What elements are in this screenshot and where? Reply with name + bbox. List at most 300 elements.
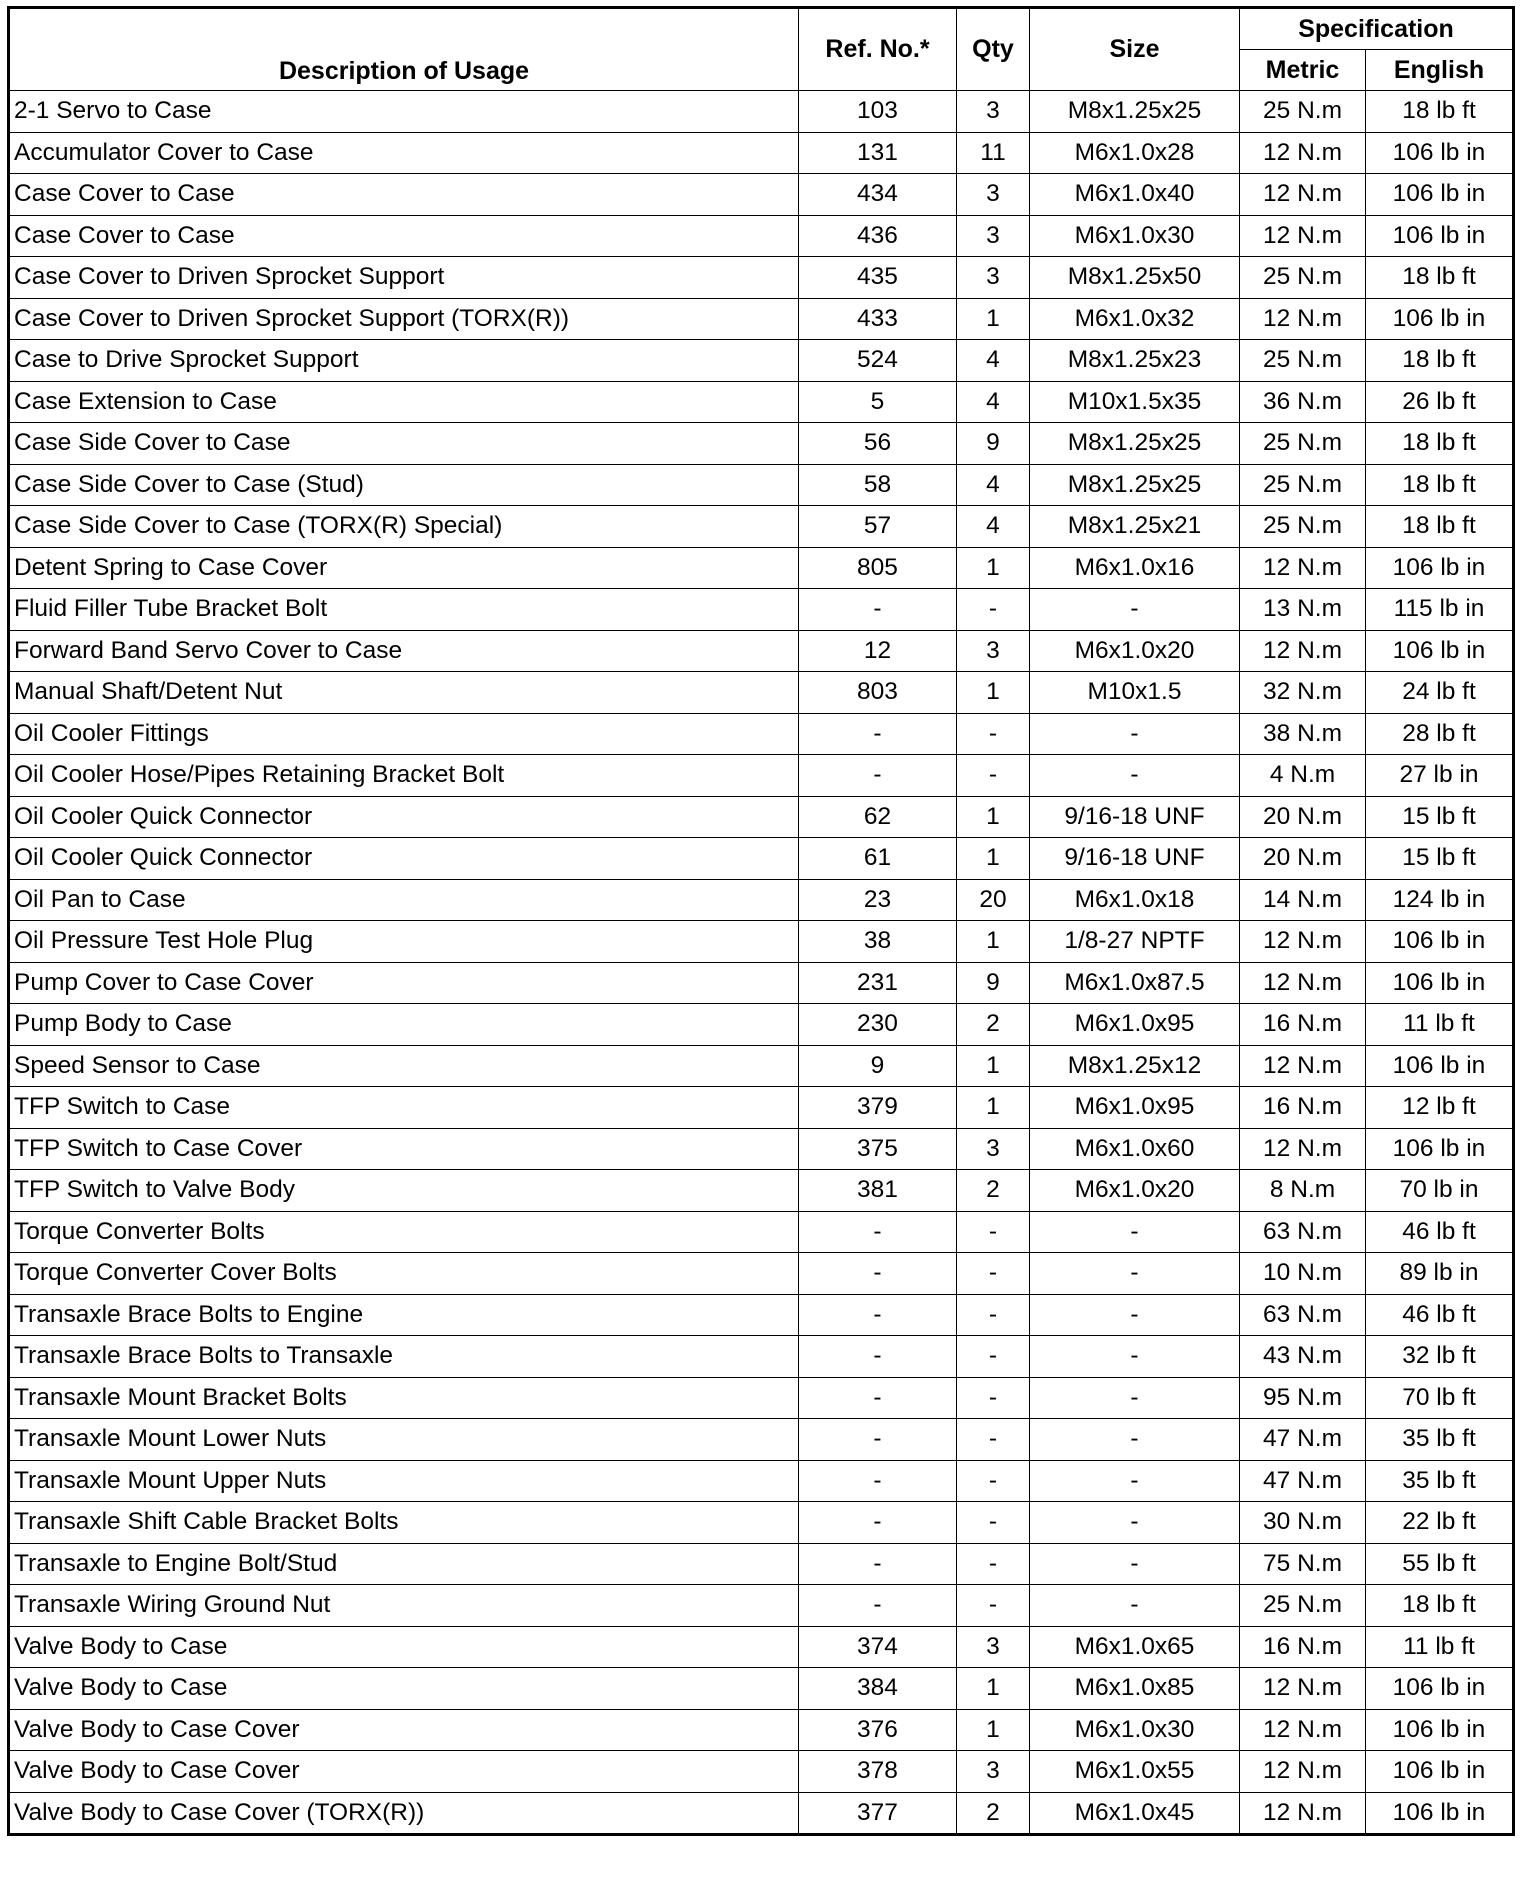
english-cell: 35 lb ft	[1366, 1460, 1514, 1502]
table-row	[9, 132, 1514, 174]
table-row	[9, 1792, 1514, 1835]
table-row	[9, 340, 1514, 382]
metric-cell: 12 N.m	[1240, 630, 1366, 672]
english-cell: 124 lb in	[1366, 879, 1514, 921]
description-cell: Oil Pan to Case	[9, 879, 799, 921]
ref-no-cell: 57	[799, 506, 957, 548]
qty-cell: -	[957, 1253, 1030, 1295]
table-row	[9, 1211, 1514, 1253]
description-cell: Valve Body to Case Cover	[9, 1751, 799, 1793]
ref-no-cell: 376	[799, 1709, 957, 1751]
ref-no-cell: -	[799, 755, 957, 797]
ref-no-cell: 803	[799, 672, 957, 714]
description-cell: Case Extension to Case	[9, 381, 799, 423]
table-row	[9, 506, 1514, 548]
english-cell: 24 lb ft	[1366, 672, 1514, 714]
metric-cell: 25 N.m	[1240, 1585, 1366, 1627]
description-cell: Case to Drive Sprocket Support	[9, 340, 799, 382]
ref-no-cell: 61	[799, 838, 957, 880]
description-cell: Detent Spring to Case Cover	[9, 547, 799, 589]
ref-no-cell: 434	[799, 174, 957, 216]
ref-no-cell: 5	[799, 381, 957, 423]
description-cell: Oil Pressure Test Hole Plug	[9, 921, 799, 963]
english-header: English	[1366, 50, 1514, 91]
qty-cell: 4	[957, 506, 1030, 548]
fastener-spec-table	[7, 6, 1515, 1836]
metric-cell: 8 N.m	[1240, 1170, 1366, 1212]
size-cell: M8x1.25x21	[1030, 506, 1240, 548]
description-cell: Case Cover to Case	[9, 174, 799, 216]
description-cell: Transaxle to Engine Bolt/Stud	[9, 1543, 799, 1585]
english-cell: 106 lb in	[1366, 1751, 1514, 1793]
size-cell: M8x1.25x50	[1030, 257, 1240, 299]
qty-cell: -	[957, 1460, 1030, 1502]
ref-no-cell: 230	[799, 1004, 957, 1046]
english-cell: 35 lb ft	[1366, 1419, 1514, 1461]
description-cell: Accumulator Cover to Case	[9, 132, 799, 174]
metric-header: Metric	[1240, 50, 1366, 91]
ref-no-cell: -	[799, 1419, 957, 1461]
table-header	[9, 8, 1514, 91]
english-cell: 26 lb ft	[1366, 381, 1514, 423]
table-row	[9, 298, 1514, 340]
qty-cell: 9	[957, 423, 1030, 465]
metric-cell: 25 N.m	[1240, 464, 1366, 506]
english-cell: 28 lb ft	[1366, 713, 1514, 755]
english-cell: 115 lb in	[1366, 589, 1514, 631]
size-cell: M6x1.0x45	[1030, 1792, 1240, 1835]
english-cell: 15 lb ft	[1366, 838, 1514, 880]
description-cell: Pump Cover to Case Cover	[9, 962, 799, 1004]
description-cell: Transaxle Shift Cable Bracket Bolts	[9, 1502, 799, 1544]
description-cell: Oil Cooler Quick Connector	[9, 796, 799, 838]
metric-cell: 43 N.m	[1240, 1336, 1366, 1378]
english-cell: 18 lb ft	[1366, 423, 1514, 465]
ref-no-cell: 62	[799, 796, 957, 838]
metric-cell: 47 N.m	[1240, 1460, 1366, 1502]
ref-no-cell: 378	[799, 1751, 957, 1793]
english-cell: 32 lb ft	[1366, 1336, 1514, 1378]
ref-no-cell: 375	[799, 1128, 957, 1170]
size-cell: -	[1030, 1377, 1240, 1419]
description-cell: Case Side Cover to Case (TORX(R) Special)	[9, 506, 799, 548]
metric-cell: 12 N.m	[1240, 174, 1366, 216]
description-cell: Torque Converter Bolts	[9, 1211, 799, 1253]
table-row	[9, 1253, 1514, 1295]
size-cell: 9/16-18 UNF	[1030, 796, 1240, 838]
specification-header: Specification	[1240, 8, 1514, 50]
header-row	[9, 8, 1514, 50]
description-cell: Torque Converter Cover Bolts	[9, 1253, 799, 1295]
qty-cell: 1	[957, 1087, 1030, 1129]
size-cell: M6x1.0x60	[1030, 1128, 1240, 1170]
description-cell: Transaxle Brace Bolts to Engine	[9, 1294, 799, 1336]
ref-no-header: Ref. No.*	[799, 8, 957, 91]
ref-no-cell: 103	[799, 91, 957, 133]
ref-no-cell: 12	[799, 630, 957, 672]
table-row	[9, 174, 1514, 216]
qty-cell: -	[957, 1294, 1030, 1336]
size-cell: M6x1.0x20	[1030, 1170, 1240, 1212]
size-cell: M6x1.0x85	[1030, 1668, 1240, 1710]
metric-cell: 12 N.m	[1240, 1128, 1366, 1170]
ref-no-cell: 381	[799, 1170, 957, 1212]
table-row	[9, 796, 1514, 838]
qty-cell: 2	[957, 1004, 1030, 1046]
table-row	[9, 879, 1514, 921]
table-row	[9, 589, 1514, 631]
ref-no-cell: 58	[799, 464, 957, 506]
qty-cell: -	[957, 713, 1030, 755]
english-cell: 22 lb ft	[1366, 1502, 1514, 1544]
table-row	[9, 464, 1514, 506]
description-cell: Oil Cooler Hose/Pipes Retaining Bracket Bolt	[9, 755, 799, 797]
english-cell: 46 lb ft	[1366, 1211, 1514, 1253]
table-row	[9, 1460, 1514, 1502]
description-cell: Transaxle Wiring Ground Nut	[9, 1585, 799, 1627]
metric-cell: 12 N.m	[1240, 962, 1366, 1004]
size-cell: M6x1.0x30	[1030, 1709, 1240, 1751]
size-cell: M6x1.0x87.5	[1030, 962, 1240, 1004]
description-cell: Valve Body to Case Cover (TORX(R))	[9, 1792, 799, 1835]
table-row	[9, 921, 1514, 963]
metric-cell: 25 N.m	[1240, 257, 1366, 299]
english-cell: 106 lb in	[1366, 630, 1514, 672]
qty-cell: -	[957, 1502, 1030, 1544]
table-row	[9, 1751, 1514, 1793]
table-row	[9, 1502, 1514, 1544]
ref-no-cell: -	[799, 1502, 957, 1544]
english-cell: 106 lb in	[1366, 962, 1514, 1004]
metric-cell: 38 N.m	[1240, 713, 1366, 755]
description-cell: Case Cover to Driven Sprocket Support (TORX(R))	[9, 298, 799, 340]
qty-cell: -	[957, 1377, 1030, 1419]
qty-cell: 3	[957, 91, 1030, 133]
english-cell: 12 lb ft	[1366, 1087, 1514, 1129]
metric-cell: 75 N.m	[1240, 1543, 1366, 1585]
qty-cell: 3	[957, 215, 1030, 257]
table-row	[9, 1087, 1514, 1129]
english-cell: 18 lb ft	[1366, 340, 1514, 382]
english-cell: 18 lb ft	[1366, 91, 1514, 133]
table-row	[9, 1336, 1514, 1378]
metric-cell: 63 N.m	[1240, 1294, 1366, 1336]
english-cell: 18 lb ft	[1366, 464, 1514, 506]
metric-cell: 30 N.m	[1240, 1502, 1366, 1544]
table-row	[9, 381, 1514, 423]
size-cell: M10x1.5	[1030, 672, 1240, 714]
english-cell: 11 lb ft	[1366, 1626, 1514, 1668]
qty-cell: 2	[957, 1792, 1030, 1835]
qty-cell: 3	[957, 174, 1030, 216]
metric-cell: 20 N.m	[1240, 796, 1366, 838]
metric-cell: 25 N.m	[1240, 340, 1366, 382]
description-cell: TFP Switch to Case Cover	[9, 1128, 799, 1170]
metric-cell: 12 N.m	[1240, 1751, 1366, 1793]
size-cell: -	[1030, 713, 1240, 755]
size-cell: M6x1.0x16	[1030, 547, 1240, 589]
size-cell: -	[1030, 589, 1240, 631]
qty-cell: 1	[957, 1709, 1030, 1751]
description-cell: Manual Shaft/Detent Nut	[9, 672, 799, 714]
metric-cell: 12 N.m	[1240, 1709, 1366, 1751]
ref-no-cell: 56	[799, 423, 957, 465]
english-cell: 15 lb ft	[1366, 796, 1514, 838]
qty-cell: 2	[957, 1170, 1030, 1212]
size-cell: M8x1.25x12	[1030, 1045, 1240, 1087]
size-cell: M6x1.0x32	[1030, 298, 1240, 340]
description-cell: 2-1 Servo to Case	[9, 91, 799, 133]
description-cell: Valve Body to Case	[9, 1626, 799, 1668]
qty-cell: -	[957, 755, 1030, 797]
qty-cell: 1	[957, 921, 1030, 963]
qty-cell: -	[957, 1543, 1030, 1585]
english-cell: 11 lb ft	[1366, 1004, 1514, 1046]
qty-cell: 4	[957, 340, 1030, 382]
ref-no-cell: 23	[799, 879, 957, 921]
description-cell: Fluid Filler Tube Bracket Bolt	[9, 589, 799, 631]
ref-no-cell: 131	[799, 132, 957, 174]
table-row	[9, 423, 1514, 465]
ref-no-cell: -	[799, 1543, 957, 1585]
qty-cell: 1	[957, 838, 1030, 880]
description-cell: Transaxle Mount Upper Nuts	[9, 1460, 799, 1502]
table-row	[9, 1377, 1514, 1419]
qty-cell: 1	[957, 547, 1030, 589]
english-cell: 27 lb in	[1366, 755, 1514, 797]
size-cell: -	[1030, 1585, 1240, 1627]
metric-cell: 13 N.m	[1240, 589, 1366, 631]
table-body	[9, 91, 1514, 1835]
table-row	[9, 1585, 1514, 1627]
metric-cell: 12 N.m	[1240, 298, 1366, 340]
metric-cell: 25 N.m	[1240, 91, 1366, 133]
metric-cell: 63 N.m	[1240, 1211, 1366, 1253]
qty-cell: 4	[957, 464, 1030, 506]
qty-cell: 1	[957, 796, 1030, 838]
metric-cell: 16 N.m	[1240, 1004, 1366, 1046]
table-row	[9, 1045, 1514, 1087]
qty-header: Qty	[957, 8, 1030, 91]
table-row	[9, 1709, 1514, 1751]
table-row	[9, 1004, 1514, 1046]
size-cell: 1/8-27 NPTF	[1030, 921, 1240, 963]
size-cell: M6x1.0x95	[1030, 1087, 1240, 1129]
metric-cell: 10 N.m	[1240, 1253, 1366, 1295]
size-cell: -	[1030, 1502, 1240, 1544]
qty-cell: 3	[957, 257, 1030, 299]
qty-cell: 1	[957, 1045, 1030, 1087]
qty-cell: 3	[957, 630, 1030, 672]
table-row	[9, 1543, 1514, 1585]
metric-cell: 4 N.m	[1240, 755, 1366, 797]
qty-cell: 3	[957, 1751, 1030, 1793]
ref-no-cell: -	[799, 1377, 957, 1419]
description-cell: TFP Switch to Case	[9, 1087, 799, 1129]
qty-cell: -	[957, 1336, 1030, 1378]
english-cell: 106 lb in	[1366, 1668, 1514, 1710]
metric-cell: 20 N.m	[1240, 838, 1366, 880]
description-cell: Speed Sensor to Case	[9, 1045, 799, 1087]
table-row	[9, 91, 1514, 133]
ref-no-cell: -	[799, 589, 957, 631]
ref-no-cell: 524	[799, 340, 957, 382]
metric-cell: 25 N.m	[1240, 423, 1366, 465]
table-row	[9, 755, 1514, 797]
metric-cell: 12 N.m	[1240, 921, 1366, 963]
metric-cell: 12 N.m	[1240, 132, 1366, 174]
ref-no-cell: 436	[799, 215, 957, 257]
size-cell: M6x1.0x20	[1030, 630, 1240, 672]
english-cell: 106 lb in	[1366, 547, 1514, 589]
english-cell: 46 lb ft	[1366, 1294, 1514, 1336]
metric-cell: 12 N.m	[1240, 215, 1366, 257]
metric-cell: 32 N.m	[1240, 672, 1366, 714]
qty-cell: -	[957, 1419, 1030, 1461]
metric-cell: 16 N.m	[1240, 1087, 1366, 1129]
size-cell: -	[1030, 1460, 1240, 1502]
qty-cell: 9	[957, 962, 1030, 1004]
english-cell: 106 lb in	[1366, 1045, 1514, 1087]
description-cell: Case Side Cover to Case	[9, 423, 799, 465]
english-cell: 106 lb in	[1366, 921, 1514, 963]
table-row	[9, 672, 1514, 714]
size-cell: M6x1.0x40	[1030, 174, 1240, 216]
description-cell: Valve Body to Case Cover	[9, 1709, 799, 1751]
table-row	[9, 547, 1514, 589]
ref-no-cell: 9	[799, 1045, 957, 1087]
english-cell: 70 lb in	[1366, 1170, 1514, 1212]
description-cell: Case Side Cover to Case (Stud)	[9, 464, 799, 506]
ref-no-cell: 433	[799, 298, 957, 340]
description-cell: Case Cover to Case	[9, 215, 799, 257]
qty-cell: 1	[957, 672, 1030, 714]
metric-cell: 16 N.m	[1240, 1626, 1366, 1668]
qty-cell: 1	[957, 1668, 1030, 1710]
english-cell: 18 lb ft	[1366, 506, 1514, 548]
metric-cell: 12 N.m	[1240, 547, 1366, 589]
description-header: Description of Usage	[9, 8, 799, 91]
table-row	[9, 1128, 1514, 1170]
ref-no-cell: 231	[799, 962, 957, 1004]
english-cell: 18 lb ft	[1366, 257, 1514, 299]
ref-no-cell: 374	[799, 1626, 957, 1668]
qty-cell: -	[957, 589, 1030, 631]
qty-cell: -	[957, 1211, 1030, 1253]
table-row	[9, 838, 1514, 880]
qty-cell: -	[957, 1585, 1030, 1627]
ref-no-cell: -	[799, 1211, 957, 1253]
size-cell: -	[1030, 1253, 1240, 1295]
english-cell: 55 lb ft	[1366, 1543, 1514, 1585]
size-cell: M6x1.0x55	[1030, 1751, 1240, 1793]
size-cell: M6x1.0x30	[1030, 215, 1240, 257]
size-cell: -	[1030, 1211, 1240, 1253]
ref-no-cell: -	[799, 1585, 957, 1627]
english-cell: 106 lb in	[1366, 174, 1514, 216]
size-cell: M8x1.25x25	[1030, 464, 1240, 506]
description-cell: Forward Band Servo Cover to Case	[9, 630, 799, 672]
description-cell: Oil Cooler Quick Connector	[9, 838, 799, 880]
table-row	[9, 257, 1514, 299]
size-cell: -	[1030, 755, 1240, 797]
ref-no-cell: 805	[799, 547, 957, 589]
metric-cell: 12 N.m	[1240, 1668, 1366, 1710]
description-cell: TFP Switch to Valve Body	[9, 1170, 799, 1212]
description-cell: Transaxle Mount Bracket Bolts	[9, 1377, 799, 1419]
ref-no-cell: 377	[799, 1792, 957, 1835]
ref-no-cell: -	[799, 1294, 957, 1336]
table-row	[9, 1170, 1514, 1212]
size-header: Size	[1030, 8, 1240, 91]
description-cell: Pump Body to Case	[9, 1004, 799, 1046]
table-row	[9, 962, 1514, 1004]
english-cell: 106 lb in	[1366, 298, 1514, 340]
table-row	[9, 630, 1514, 672]
qty-cell: 11	[957, 132, 1030, 174]
english-cell: 89 lb in	[1366, 1253, 1514, 1295]
table-row	[9, 1626, 1514, 1668]
size-cell: M6x1.0x95	[1030, 1004, 1240, 1046]
metric-cell: 12 N.m	[1240, 1045, 1366, 1087]
ref-no-cell: -	[799, 1460, 957, 1502]
description-cell: Oil Cooler Fittings	[9, 713, 799, 755]
qty-cell: 3	[957, 1626, 1030, 1668]
size-cell: -	[1030, 1543, 1240, 1585]
table-row	[9, 713, 1514, 755]
ref-no-cell: 435	[799, 257, 957, 299]
english-cell: 18 lb ft	[1366, 1585, 1514, 1627]
ref-no-cell: -	[799, 1336, 957, 1378]
ref-no-cell: 379	[799, 1087, 957, 1129]
size-cell: 9/16-18 UNF	[1030, 838, 1240, 880]
qty-cell: 4	[957, 381, 1030, 423]
size-cell: -	[1030, 1294, 1240, 1336]
english-cell: 70 lb ft	[1366, 1377, 1514, 1419]
english-cell: 106 lb in	[1366, 215, 1514, 257]
metric-cell: 95 N.m	[1240, 1377, 1366, 1419]
size-cell: M8x1.25x25	[1030, 423, 1240, 465]
ref-no-cell: -	[799, 1253, 957, 1295]
qty-cell: 20	[957, 879, 1030, 921]
description-cell: Transaxle Brace Bolts to Transaxle	[9, 1336, 799, 1378]
description-cell: Case Cover to Driven Sprocket Support	[9, 257, 799, 299]
metric-cell: 25 N.m	[1240, 506, 1366, 548]
english-cell: 106 lb in	[1366, 1128, 1514, 1170]
qty-cell: 3	[957, 1128, 1030, 1170]
ref-no-cell: 384	[799, 1668, 957, 1710]
table-row	[9, 1668, 1514, 1710]
description-cell: Transaxle Mount Lower Nuts	[9, 1419, 799, 1461]
table-row	[9, 1294, 1514, 1336]
description-cell: Valve Body to Case	[9, 1668, 799, 1710]
size-cell: -	[1030, 1419, 1240, 1461]
english-cell: 106 lb in	[1366, 1709, 1514, 1751]
metric-cell: 12 N.m	[1240, 1792, 1366, 1835]
table-row	[9, 215, 1514, 257]
qty-cell: 1	[957, 298, 1030, 340]
ref-no-cell: -	[799, 713, 957, 755]
size-cell: M8x1.25x25	[1030, 91, 1240, 133]
size-cell: M6x1.0x28	[1030, 132, 1240, 174]
size-cell: M10x1.5x35	[1030, 381, 1240, 423]
metric-cell: 36 N.m	[1240, 381, 1366, 423]
english-cell: 106 lb in	[1366, 132, 1514, 174]
size-cell: M6x1.0x18	[1030, 879, 1240, 921]
table-row	[9, 1419, 1514, 1461]
size-cell: -	[1030, 1336, 1240, 1378]
ref-no-cell: 38	[799, 921, 957, 963]
